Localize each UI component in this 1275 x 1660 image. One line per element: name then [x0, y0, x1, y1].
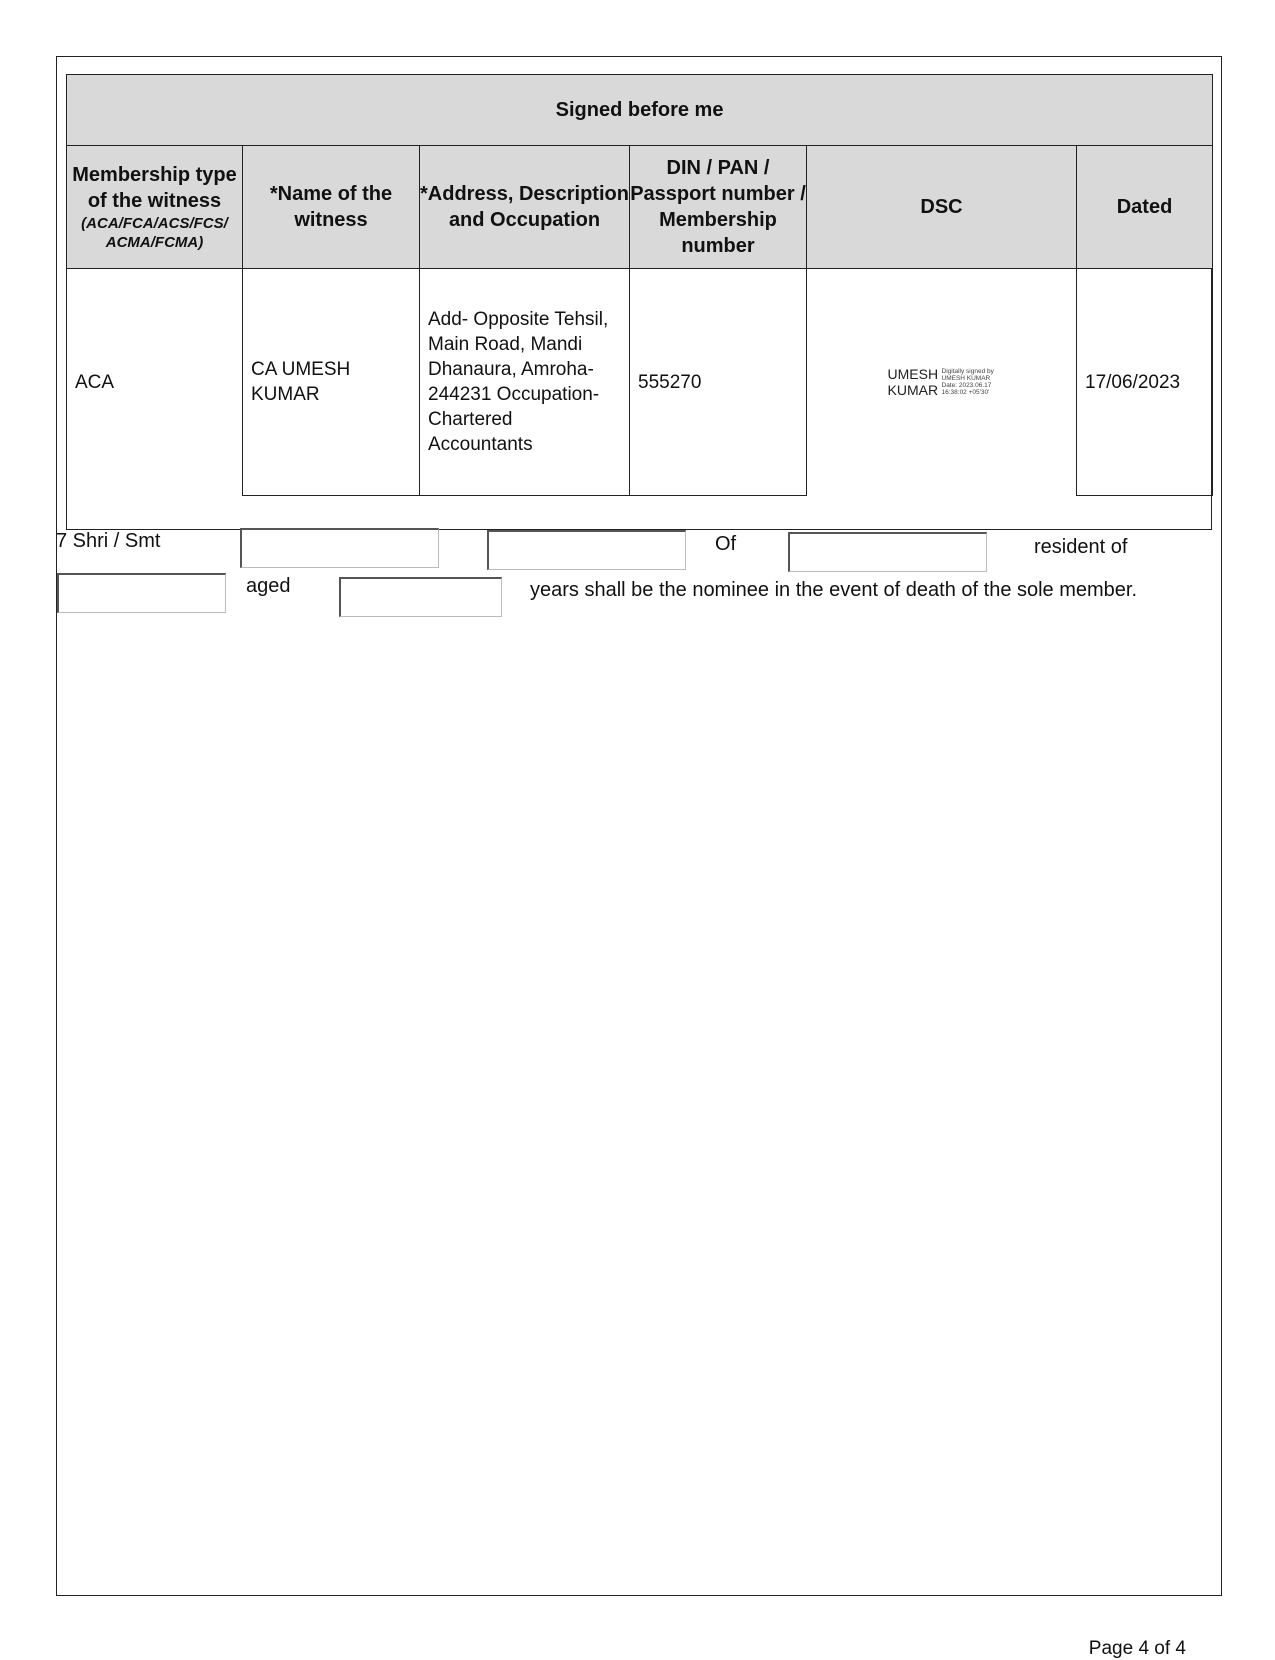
label-years-nominee: years shall be the nominee in the event of death of the sole member.	[530, 579, 1138, 601]
header-din: DIN / PAN / Passport number / Membership number	[630, 146, 807, 269]
cell-membership-type: ACA	[67, 269, 243, 496]
table-title: Signed before me	[67, 75, 1213, 146]
cell-dsc	[807, 269, 1077, 496]
header-membership-type	[67, 146, 243, 269]
header-name: *Name of the witness	[243, 146, 420, 269]
digital-signature	[815, 366, 1068, 398]
label-shri-smt: 7 Shri / Smt	[56, 530, 161, 552]
page-number: Page 4 of 4	[1088, 1638, 1186, 1659]
witness-table-container	[66, 74, 1212, 530]
signature-details: Digitally signed by UMESH KUMAR Date: 2023.06.17 16:38:02 +05'30'	[941, 368, 994, 397]
nominee-name-field[interactable]	[240, 528, 439, 568]
header-membership-type-label: Membership type of the witness	[72, 164, 237, 212]
witness-table	[66, 74, 1213, 496]
nominee-name-second-field[interactable]	[487, 530, 686, 570]
label-of: Of	[715, 533, 737, 555]
cell-dated: 17/06/2023	[1077, 269, 1213, 496]
label-aged: aged	[246, 575, 291, 597]
cell-address: Add- Opposite Tehsil, Main Road, Mandi Dhanaura, Amroha-244231 Occupation- Chartered Accountants	[420, 269, 630, 496]
label-resident-of: resident of	[1034, 536, 1128, 558]
header-dsc: DSC	[807, 146, 1077, 269]
nominee-resident-field[interactable]	[57, 573, 226, 613]
header-address: *Address, Description and Occupation	[420, 146, 630, 269]
cell-din: 555270	[630, 269, 807, 496]
nominee-age-field[interactable]	[339, 577, 502, 617]
table-row	[67, 269, 1213, 496]
cell-name: CA UMESH KUMAR	[243, 269, 420, 496]
header-dated: Dated	[1077, 146, 1213, 269]
signature-name: UMESH KUMAR	[887, 366, 939, 399]
nominee-of-field[interactable]	[788, 532, 987, 572]
header-membership-type-note: (ACA/FCA/ACS/FCS/ ACMA/FCMA)	[81, 215, 228, 251]
